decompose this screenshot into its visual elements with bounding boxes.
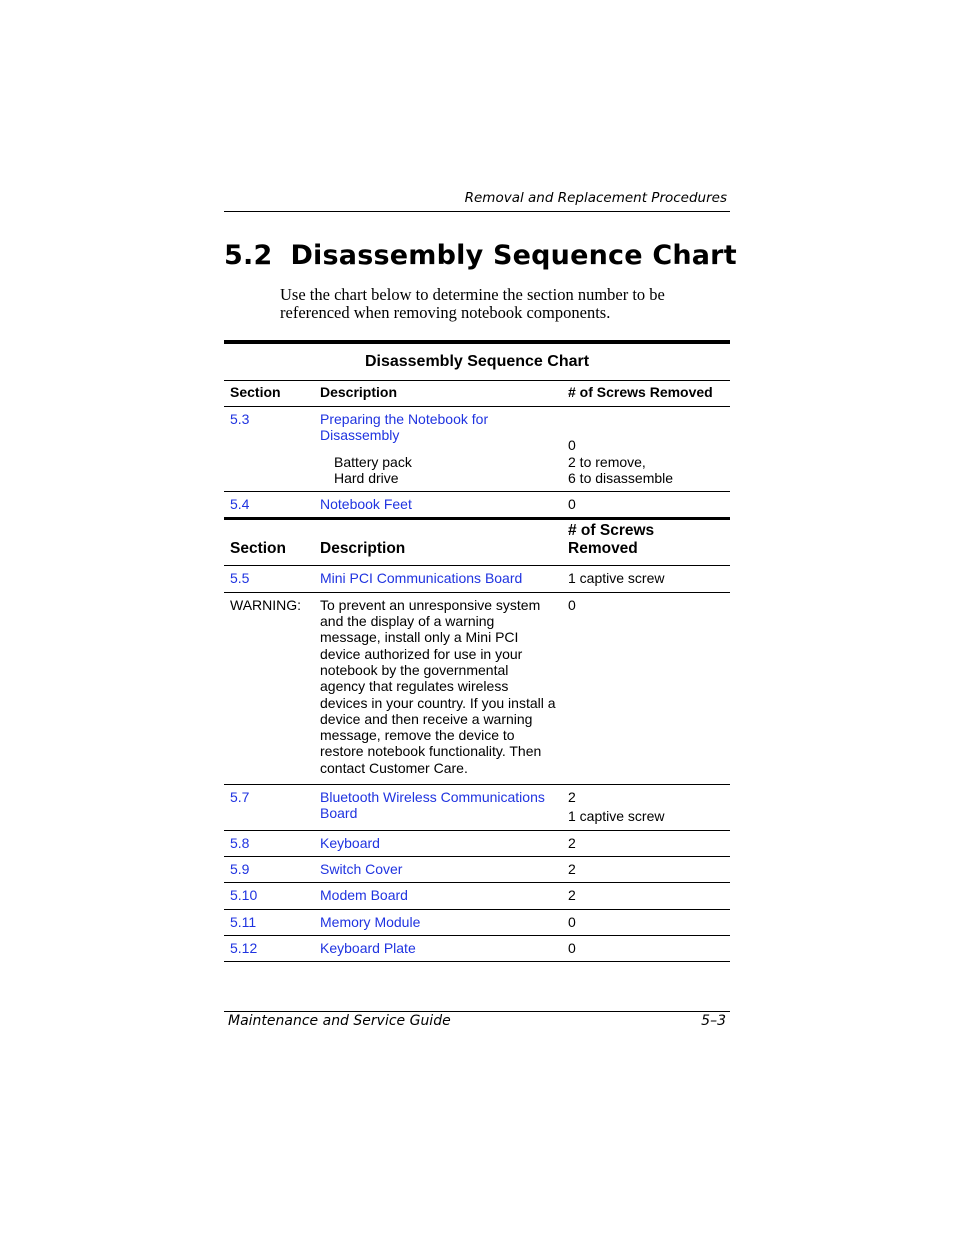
description-link-memory-module[interactable]: Memory Module [320, 913, 421, 930]
warning-text: To prevent an unresponsive system and the display of a warning message, install only a Mini PCI device authorized for use in your notebook by the governmental agency that regulates wireless devices in your country. If you install a device and then receive a warning message, remove the device to restore notebook functionality. Then contact Customer Care. [314, 592, 562, 784]
table-row-5-4 [224, 492, 730, 519]
header2-screws: # of Screws Removed [562, 519, 730, 566]
screws-warning: 0 [562, 592, 730, 784]
section-title [224, 240, 737, 271]
section-link-5-7[interactable]: 5.7 [230, 789, 250, 806]
section-link-5-9[interactable]: 5.9 [230, 860, 250, 877]
table-caption: Disassembly Sequence Chart [224, 340, 730, 380]
screws-5-7-captive: 1 captive screw [568, 808, 665, 825]
header-screws: # of Screws Removed [562, 381, 730, 407]
table-row [224, 830, 730, 856]
section-number: 5.2 [224, 240, 273, 271]
section-link-5-3[interactable]: 5.3 [230, 411, 250, 427]
header2-section: Section [224, 519, 314, 566]
running-head: Removal and Replacement Procedures [464, 190, 727, 206]
header-section: Section [224, 381, 314, 407]
header-description: Description [314, 381, 562, 407]
screws-5-7-count: 2 [568, 789, 576, 806]
item-hard-drive: Hard drive [334, 469, 399, 486]
table-row-5-3 [224, 407, 730, 492]
item-battery-pack: Battery pack [334, 453, 412, 470]
table-row [224, 935, 730, 961]
table-row-warning [224, 592, 730, 784]
table-row-5-7 [224, 785, 730, 831]
table-row [224, 883, 730, 909]
intro-paragraph: Use the chart below to determine the section number to be referenced when removing notebook components. [280, 285, 665, 322]
sequence-table [224, 380, 730, 962]
screws-5-9: 2 [562, 856, 730, 882]
description-link-notebook-feet[interactable]: Notebook Feet [320, 496, 412, 513]
table-header-row [224, 381, 730, 407]
description-link-switch-cover[interactable]: Switch Cover [320, 860, 403, 877]
section-link-5-5[interactable]: 5.5 [230, 570, 250, 587]
description-link-bluetooth[interactable]: Bluetooth Wireless Communications Board [320, 789, 545, 822]
table-header-row-repeat [224, 519, 730, 566]
section-link-5-8[interactable]: 5.8 [230, 834, 250, 851]
description-link-keyboard-plate[interactable]: Keyboard Plate [320, 939, 416, 956]
footer-rule [224, 1011, 730, 1012]
section-title-text: Disassembly Sequence Chart [290, 240, 737, 271]
section-link-5-4[interactable]: 5.4 [230, 496, 250, 513]
description-link-keyboard[interactable]: Keyboard [320, 834, 380, 851]
warning-label: WARNING: [224, 592, 314, 784]
header2-description: Description [314, 519, 562, 566]
screws-5-12: 0 [562, 935, 730, 961]
screws-battery-pack: 0 [568, 437, 576, 454]
description-link-preparing[interactable]: Preparing the Notebook for Disassembly [320, 411, 489, 444]
screws-5-8: 2 [562, 830, 730, 856]
description-link-mini-pci[interactable]: Mini PCI Communications Board [320, 570, 523, 587]
section-link-5-10[interactable]: 5.10 [230, 887, 258, 904]
table-row [224, 909, 730, 935]
screws-5-5: 1 captive screw [562, 566, 730, 592]
section-link-5-12[interactable]: 5.12 [230, 939, 258, 956]
screws-hard-drive-remove: 2 to remove, [568, 453, 646, 470]
table-row-5-5 [224, 566, 730, 592]
screws-5-11: 0 [562, 909, 730, 935]
table-row [224, 856, 730, 882]
screws-5-10: 2 [562, 883, 730, 909]
footer-guide-title: Maintenance and Service Guide [228, 1013, 451, 1029]
screws-5-4: 0 [568, 496, 576, 513]
section-link-5-11[interactable]: 5.11 [230, 913, 257, 930]
disassembly-table [224, 340, 730, 962]
description-link-modem-board[interactable]: Modem Board [320, 887, 408, 904]
screws-hard-drive-disassemble: 6 to disassemble [568, 469, 674, 486]
header-rule [224, 211, 730, 212]
footer-page-number: 5–3 [701, 1013, 726, 1029]
